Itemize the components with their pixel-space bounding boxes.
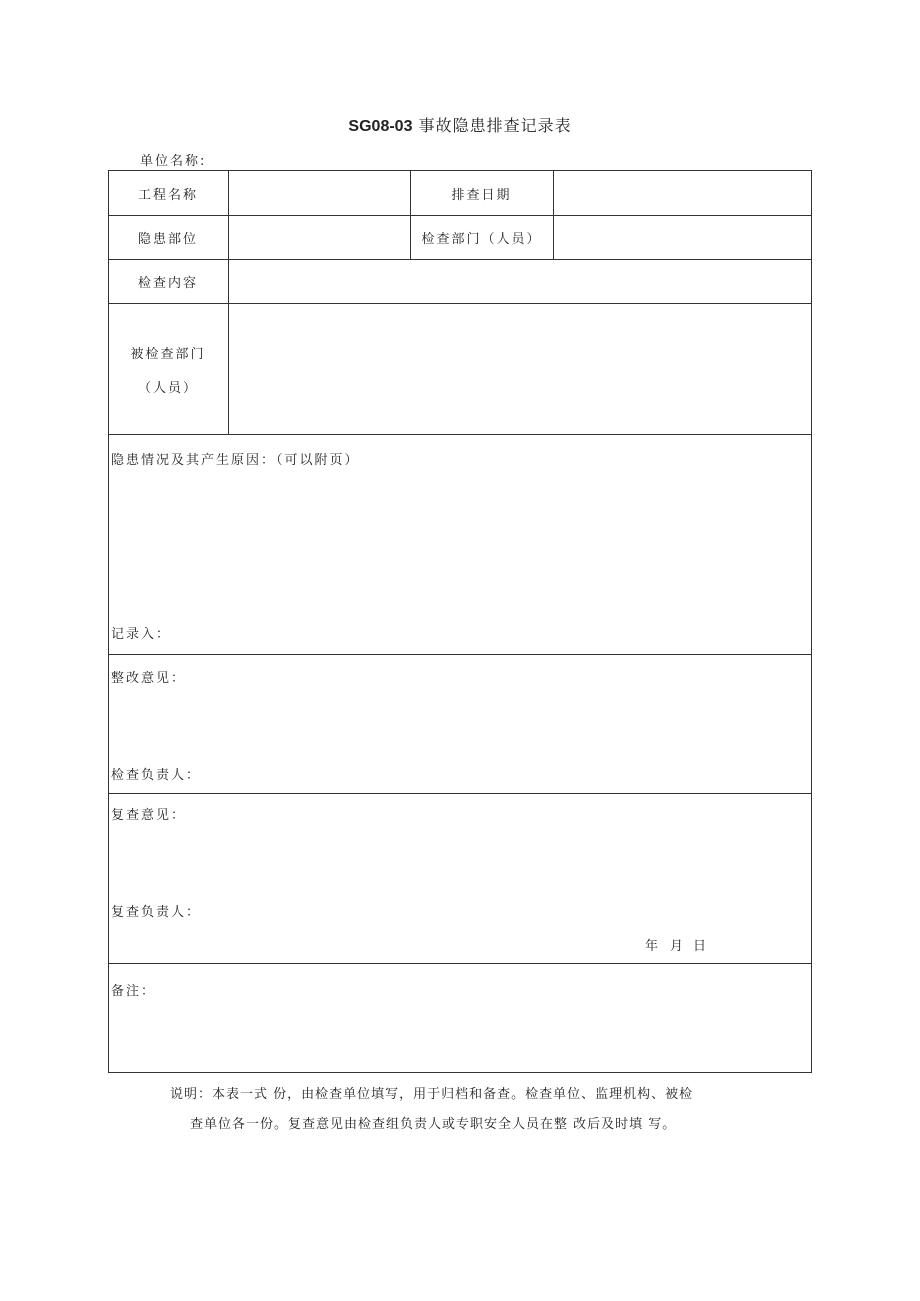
date-year-label: 年 xyxy=(645,939,661,954)
check-leader-label: 检查负责人： xyxy=(111,768,202,783)
review-leader-label: 复查负责人： xyxy=(111,905,202,920)
rectify-opinion-label: 整改意见： xyxy=(111,671,187,686)
row-divider xyxy=(108,793,812,794)
hazard-situation-label: 隐患情况及其产生原因：（可以附页） xyxy=(111,453,360,468)
date-month-label: 月 xyxy=(670,939,686,954)
checked-dept-label-personnel: （人员） xyxy=(137,381,198,396)
border-right xyxy=(811,170,812,1073)
check-content-label: 检查内容 xyxy=(137,276,198,291)
col-divider xyxy=(228,170,229,435)
unit-name-label: 单位名称: xyxy=(140,154,207,169)
footnote-line-1: 说明：本表一式 份，由检查单位填写，用于归档和备查。检查单位、监理机构、被检 xyxy=(170,1087,694,1102)
hazard-location-label: 隐患部位 xyxy=(137,232,198,247)
row-divider xyxy=(108,259,812,260)
form-title: 事故隐患排查记录表 xyxy=(418,116,572,135)
page-title xyxy=(0,113,920,136)
remarks-label: 备注： xyxy=(111,984,157,999)
record-table xyxy=(108,170,812,1073)
row-divider xyxy=(108,434,812,435)
border-bottom xyxy=(108,1072,812,1073)
row-divider xyxy=(108,303,812,304)
row-divider xyxy=(108,963,812,964)
date-day-label: 日 xyxy=(693,939,709,954)
border-left xyxy=(108,170,109,1073)
row-divider xyxy=(108,215,812,216)
project-name-label: 工程名称 xyxy=(137,188,198,203)
border-top xyxy=(108,170,812,171)
col-divider xyxy=(553,170,554,260)
review-opinion-label: 复查意见： xyxy=(111,808,187,823)
form-code: SG08-03 xyxy=(348,118,413,135)
checked-dept-label: 被检查部门 xyxy=(130,347,206,362)
check-dept-label: 检查部门（人员） xyxy=(421,232,542,247)
row-divider xyxy=(108,654,812,655)
recorder-label: 记录入： xyxy=(111,627,172,642)
check-date-label: 排查日期 xyxy=(451,188,512,203)
footnote-line-2: 查单位各一份。复查意见由检查组负责人或专职安全人员在整 改后及时填 写。 xyxy=(190,1117,677,1132)
